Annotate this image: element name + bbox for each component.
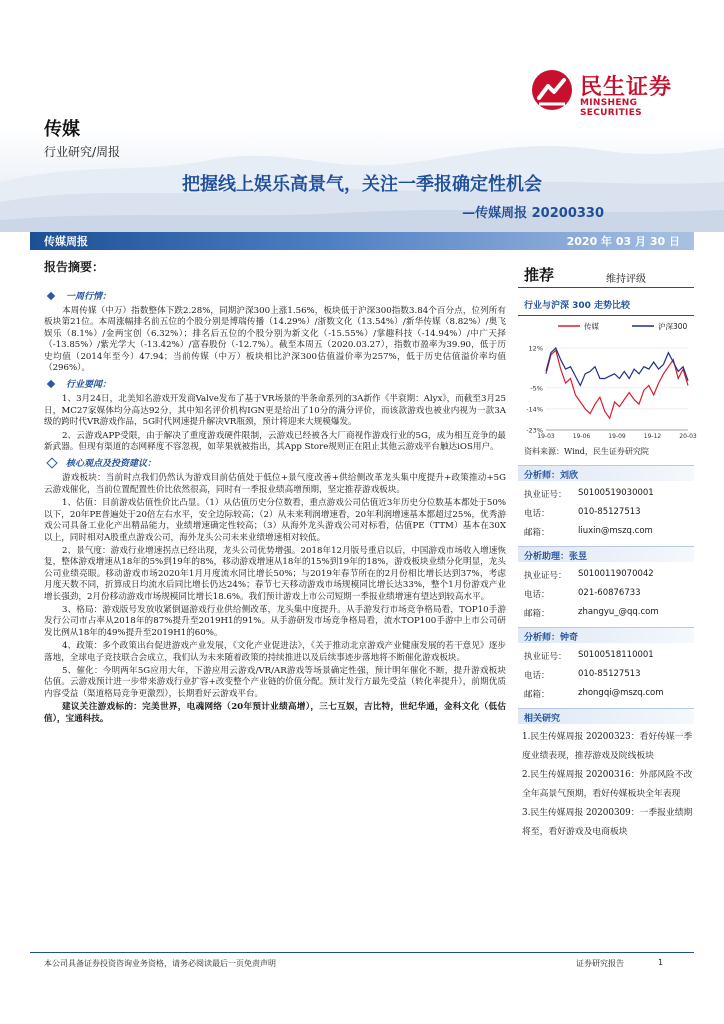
email-link[interactable]: liuxin@mszq.com [578, 526, 653, 536]
row-key: 邮箱： [524, 528, 550, 538]
diamond-bullet-icon [47, 380, 55, 388]
series-line-1 [546, 350, 688, 418]
row-key: 电话： [524, 671, 550, 681]
legend-label-1: 传媒 [584, 322, 599, 331]
analyst-title: 分析师：刘欣 [524, 471, 579, 481]
x-tick-label: 19-09 [608, 433, 626, 440]
x-tick-label: 19-12 [643, 433, 662, 440]
analyst-band [518, 546, 694, 562]
y-tick-label: 12% [528, 344, 543, 353]
main-column [44, 258, 506, 727]
analyst-row [518, 688, 694, 700]
analyst-band [518, 465, 694, 481]
row-value: 010-85127513 [578, 507, 641, 517]
row-key: 执业证号： [524, 652, 567, 662]
paragraph: 4、政策：多个政策出台促进游戏产业发展，《文化产业促进法》，《关于推动北京游戏产业健康发展的若干意见》逐步落地，全球电子竞技联合会成立，我们认为未来随着政策的持续推进以及后续事迹步落地将不断催化游戏板块。 [44, 641, 506, 663]
x-tick-label: 20-03 [679, 433, 697, 440]
summary-title: 报告摘要： [44, 260, 105, 274]
row-value: S0100119070042 [578, 569, 654, 579]
row-key: 电话： [524, 509, 550, 519]
y-tick-label: -14% [526, 405, 543, 414]
cover-header [0, 0, 724, 232]
rating-value: 维持评级 [606, 274, 646, 285]
chart-heading: 行业与沪深 300 走势比较 [524, 301, 631, 311]
industry-label: 传媒 [44, 119, 80, 140]
legend-label-2: 沪深300 [658, 322, 688, 331]
hollow-diamond-bullet-icon [46, 457, 57, 468]
analyst-row [518, 669, 694, 681]
report-type: 行业研究/周报 [44, 145, 121, 159]
analyst-title: 分析助理：张昱 [524, 552, 588, 562]
section-label: 行业要闻： [66, 380, 112, 391]
analyst-row [518, 569, 694, 581]
row-key: 邮箱： [524, 690, 550, 700]
footer-divider [30, 952, 694, 953]
related-item[interactable]: 1.民生传媒周报 20200323：看好传媒一季度业绩表现，推荐游戏及院线板块 [522, 732, 693, 761]
y-tick-label: -23% [526, 426, 543, 435]
row-key: 执业证号： [524, 490, 567, 500]
report-bar [30, 232, 694, 250]
row-value: S0100518110001 [578, 650, 654, 660]
section-label: 一周行情： [66, 292, 112, 302]
trend-chart-svg [518, 318, 697, 444]
email-link[interactable]: zhongqi@mszq.com [578, 688, 664, 698]
analyst-row [518, 507, 694, 519]
paragraph-recommendation: 建议关注游戏标的：完美世界，电魂网络（20年预计业绩高增），三七互娱，吉比特，世纪华通，金科文化（低估值），宝通科技。 [44, 702, 506, 724]
y-tick-label: -5% [530, 384, 543, 393]
bar-report-name: 传媒周报 [44, 235, 88, 248]
series-line-2 [546, 348, 688, 386]
section-header-views [44, 456, 506, 469]
chart-source: 资料来源：Wind，民生证券研究院 [524, 447, 649, 456]
footer-disclaimer: 本公司具备证券投资咨询业务资格，请务必阅读最后一页免责声明 [44, 959, 276, 968]
brand-name-cn: 民生证券 [580, 75, 673, 100]
rating-label: 推荐 [524, 266, 555, 284]
row-key: 邮箱： [524, 609, 550, 619]
related-item[interactable]: 2.民生传媒周报 20200316：外部风险不改全年高景气预期，看好传媒板块全年表现 [522, 770, 693, 799]
analyst-band [518, 627, 694, 643]
paragraph: 2、云游戏APP受限，由于解决了重度游戏硬件限制，云游戏已经被各大厂商视作游戏行业的5G，成为相互竞争的最新武器。但现有渠道的态网释度不容忽视，如苹果就被指出，其App Store规则正在阻止其他云游戏平台触达iOS用户。 [44, 430, 506, 453]
paragraph: 2、景气度：游戏行业增速拐点已经出现，龙头公司优势增强。2018年12月版号重启以后，中国游戏市场收入增速恢复，整体游戏增速从18年的5%到19年的8%，移动游戏增速从18年的15%到19年的18%，游戏板块业绩分化明显，龙头公司业绩亮眼。移动游戏市场2020年1月月度流水同比增长50%；与2019年春节所在的2月份相比增长达到37%，考虑月度天数不同，折算成日均流水后同比增长仍达24%；春节七天移动游戏市场规模同比增长达33%，整个1月份游戏产业增长强劲，2月份移动游戏市场规模同比增长18.6%。我们预计游戏上市公司短期一季报业绩增速有望达到较高水平。 [44, 545, 506, 602]
section-header-news [44, 377, 506, 390]
section-label: 核心观点及投资建议： [66, 459, 157, 470]
x-tick-label: 19-06 [572, 433, 591, 440]
bar-report-date: 2020 年 03 月 30 日 [566, 235, 680, 248]
paragraph: 3、格局：游戏版号发放收紧倒逼游戏行业供给侧改革，龙头集中度提升。从手游发行市场竞争格局看，TOP10手游发行公司市占率从2018年的87%提升至2019H1的91%。从手游研发市场竞争格局看，流水TOP100手游中上市公司研发比例从18年的49%提升至2019H1的60%。 [44, 604, 506, 638]
footer-report-label: 证券研究报告 [576, 959, 624, 968]
report-title: 把握线上娱乐高景气，关注一季报确定性机会 [182, 174, 542, 195]
analyst-row [518, 650, 694, 662]
related-item[interactable]: 3.民生传媒周报 20200309：一季报业绩期将至，看好游戏及电商板块 [522, 808, 693, 837]
related-list [518, 728, 694, 842]
row-value: 021-60876733 [578, 588, 641, 598]
row-key: 电话： [524, 590, 550, 600]
paragraph: 1、估值：目前游戏估值性价比凸显。（1）从估值历史分位数看，重点游戏公司估值近3年历史分位数基本都处于50%以下，20年PE普遍处于20倍左右水平，安全边际较高；（2）从未来利润增速看，20年利润增速基本都超过25%，优秀游戏公司具备工业化产出精品能力，业绩增速确定性较高；（3）从海外龙头游戏公司对标看，估值PE（TTM）基本在30X以上，同时相对A股重点游戏公司，海外龙头公司未来业绩增速相对较低。 [44, 498, 506, 543]
analyst-title: 分析师：钟奇 [524, 633, 579, 643]
analyst-row [518, 488, 694, 500]
sidebar [518, 258, 697, 842]
page-number: 1 [658, 958, 664, 967]
section-header-market [44, 289, 506, 302]
email-link[interactable]: zhangyu_@qq.com [578, 607, 659, 617]
rating-block [518, 258, 694, 288]
related-heading: 相关研究 [524, 714, 561, 724]
row-value: 010-85127513 [578, 669, 641, 679]
trend-chart [518, 318, 697, 444]
paragraph: 5、催化：今明两年5G应用大年，下游应用云游戏/VR/AR游戏等场景确定性强，预计明年催化不断，提升游戏板块估值。云游戏预计进一步带来游戏行业扩容+改变整个产业链的价值分配。预计发行方最先受益（转化率提升），前期优质内容受益（渠道格局竞争更激烈），长期看好云游戏平台。 [44, 665, 506, 699]
analyst-row [518, 588, 694, 600]
analyst-row [518, 607, 694, 619]
analyst-row [518, 526, 694, 538]
paragraph: 1、3月24日，北美知名游戏开发商Valve发布了基于VR场景的半条命系列的3A新作《半衰期：Alyx》，而截至3月25日，MC27家媒体均分高达92分，其中知名评价机构IGN更是给出了10分的满分评价，而该款游戏也被业内视为一款3A级的跨时代VR游戏作品，5G时代网速提升解决VR瓶颈，预计将迎来大规模爆发。 [44, 394, 506, 428]
diamond-bullet-icon [47, 291, 55, 299]
brand-mark-icon [530, 68, 574, 112]
x-tick-label: 19-03 [537, 433, 555, 440]
related-band [518, 708, 694, 724]
brand-logo [530, 68, 700, 118]
paragraph: 本周传媒（中万）指数整体下跌2.28%，同期沪深300上涨1.56%，板块低于沪深300指数3.84个百分点，位列所有板块第21位。本周涨幅排名前五位的个股分别是博瑞传播（14.29%）/浙数文化（13.54%）/新华传媒（8.82%）/奥飞娱乐（8.1%）/金两宝创（6.32%）；排名后五位的个股分别为新文化（-15.55%）/掌趣科技（-14.94%）/中广天择（-13.85%）/紫光学大（-13.42%）/富春股份（-12.7%）。截至本周五（2020.03.27），指数市盈率为39.90，低于历史均值（2014年至今）47.94；当前传媒（中万）板块相比沪深300估值溢价率为257%，低于历史估值溢价率均值（296%）。 [44, 306, 506, 374]
paragraph: 游戏板块：当前时点我们仍然认为游戏目前估值处于低位+景气度改善+供给侧改革龙头集中度提升+政策推动+5G云游戏催化，当前位置配置性价比依然很高，同时有一季报业绩高增预期，坚定推荐游戏板块。 [44, 473, 506, 495]
brand-name-en: MINSHENG SECURITIES [580, 98, 642, 118]
divider [518, 315, 694, 316]
row-value: S0100519030001 [578, 488, 654, 498]
row-key: 执业证号： [524, 571, 567, 581]
report-subtitle: —传媒周报 20200330 [462, 206, 604, 221]
